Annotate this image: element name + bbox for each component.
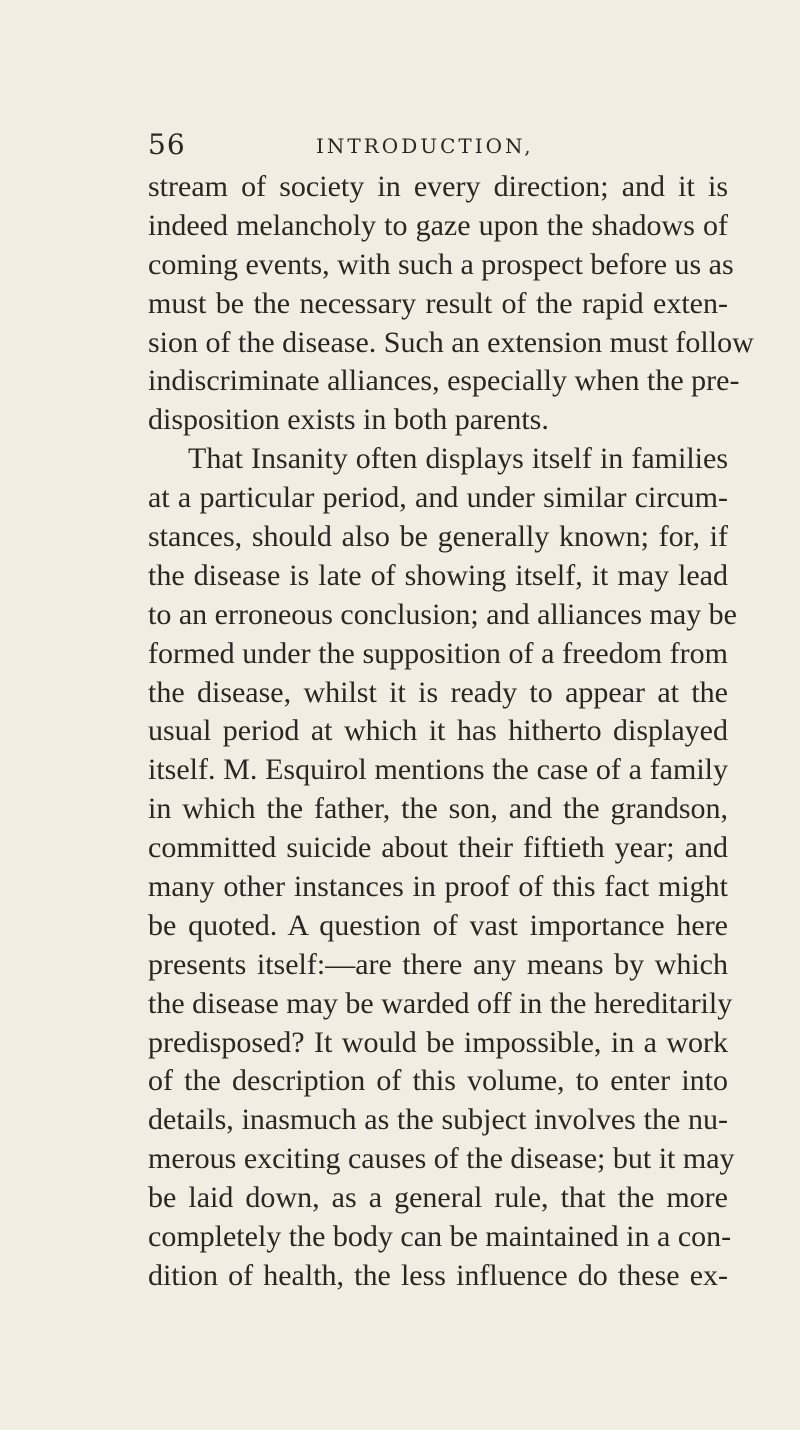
text-line: indiscriminate alliances, especially when the pre-: [148, 364, 740, 398]
text-line: coming events, with such a prospect before us as: [148, 247, 734, 281]
paragraph-start-line: That Insanity often displays itself in families: [188, 442, 728, 476]
text-line: predisposed? It would be impossible, in a work: [148, 1025, 728, 1059]
text-line: be quoted. A question of vast importance here: [148, 908, 728, 942]
text-line: sion of the disease. Such an extension must follow: [148, 325, 754, 359]
text-line: many other instances in proof of this fact might: [148, 870, 728, 904]
body-text: [148, 168, 754, 1296]
running-head-title: INTRODUCTION,: [316, 134, 534, 158]
text-line: stances, should also be generally known; for, if: [148, 520, 728, 554]
text-line: the disease may be warded off in the hereditarily: [148, 986, 733, 1020]
text-line: the disease is late of showing itself, it may lead: [148, 558, 728, 592]
text-line: indeed melancholy to gaze upon the shadows of: [148, 208, 728, 242]
paragraph-end-line: disposition exists in both parents.: [148, 403, 549, 437]
text-line: dition of health, the less influence do these ex-: [148, 1258, 728, 1292]
text-line: presents itself:—are there any means by which: [148, 947, 728, 981]
text-line: at a particular period, and under similar circum-: [148, 481, 728, 515]
text-line: the disease, whilst it is ready to appear at the: [148, 675, 728, 709]
text-line: usual period at which it has hitherto displayed: [148, 714, 728, 748]
text-line: to an erroneous conclusion; and alliances may be: [148, 597, 737, 631]
text-line: details, inasmuch as the subject involves the nu-: [148, 1103, 728, 1137]
text-line: committed suicide about their fiftieth year; and: [148, 831, 728, 865]
text-line: must be the necessary result of the rapid exten-: [148, 286, 728, 320]
running-head: [148, 128, 728, 168]
text-line: itself. M. Esquirol mentions the case of a family: [148, 753, 728, 787]
text-line: completely the body can be maintained in a con-: [148, 1220, 732, 1254]
page-number: 56: [148, 128, 186, 161]
text-line: formed under the supposition of a freedom from: [148, 636, 728, 670]
text-line: stream of society in every direction; and it is: [148, 170, 728, 203]
text-line: of the description of this volume, to enter into: [148, 1064, 728, 1098]
text-line: be laid down, as a general rule, that the more: [148, 1181, 728, 1215]
text-line: in which the father, the son, and the grandson,: [148, 792, 728, 826]
text-line: merous exciting causes of the disease; but it may: [148, 1142, 735, 1176]
